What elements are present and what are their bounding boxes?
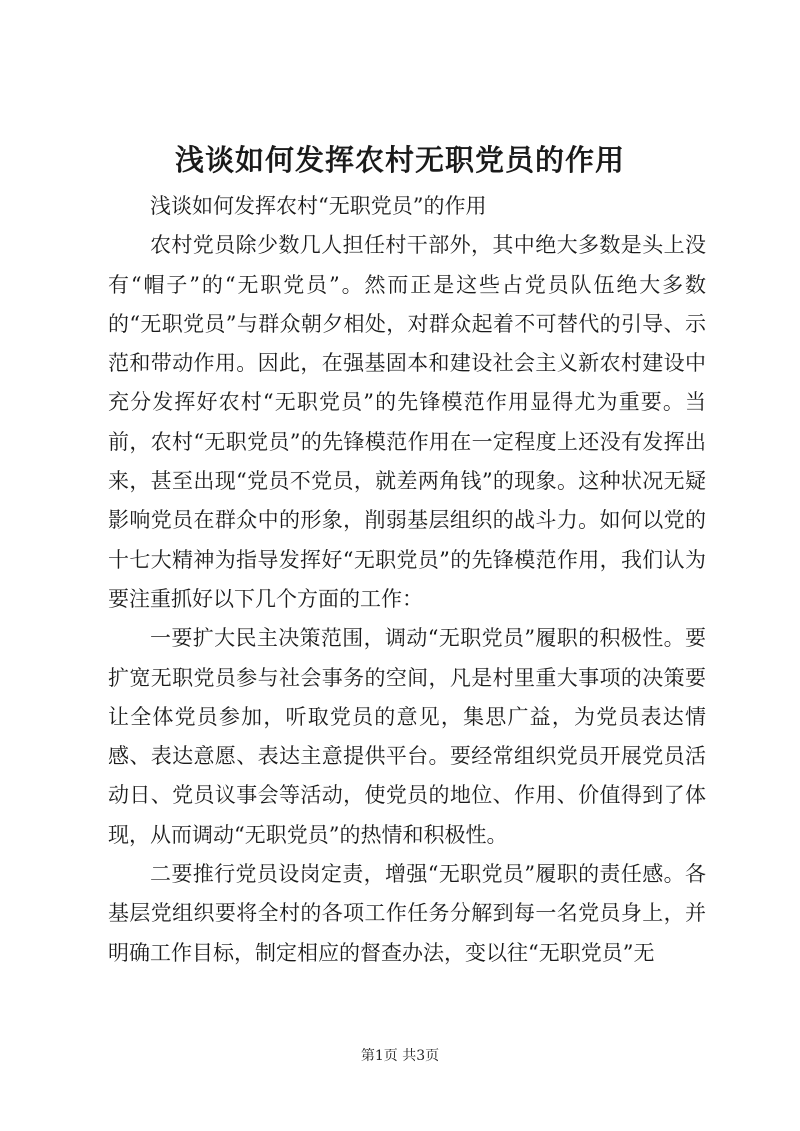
paragraph-subtitle: 浅谈如何发挥农村“无职党员”的作用 <box>150 194 487 218</box>
document-title: 浅谈如何发挥农村无职党员的作用 <box>174 143 625 177</box>
paragraph-intro: 农村党员除少数几人担任村干部外，其中绝大多数是头上没有“帽子”的“无职党员”。然而正是这些占党员队伍绝大多数的“无职党员”与群众朝夕相处，对群众起着不可替代的引导、示范和带动作用。因此，在强基固本和建设社会主义新农村建设中充分发挥好农村“无职党员”的先锋模范作用显得尤为重要。当前，农村“无职党员”的先锋模范作用在一定程度上还没有发挥出来，甚至出现“党员不党员，就差两角钱”的现象。这种状况无疑影响党员在群众中的形象，削弱基层组织的战斗力。如何以党的十七大精神为指导发挥好“无职党员”的先锋模范作用，我们认为要注重抓好以下几个方面的工作： <box>108 233 706 611</box>
page-footer: 第1页 共3页 <box>360 1048 440 1064</box>
paragraph-point-one: 一要扩大民主决策范围，调动“无职党员”履职的积极性。要扩宽无职党员参与社会事务的空间，凡是村里重大事项的决策要让全体党员参加，听取党员的意见，集思广益，为党员表达情感、表达意愿、表达主意提供平台。要经常组织党员开展党员活动日、党员议事会等活动，使党员的地位、作用、价值得到了体现，从而调动“无职党员”的热情和积极性。 <box>108 626 706 847</box>
paragraph-point-two: 二要推行党员设岗定责，增强“无职党员”履职的责任感。各基层党组织要将全村的各项工作任务分解到每一名党员身上，并明确工作目标，制定相应的督查办法，变以往“无职党员”无 <box>108 862 706 965</box>
document-body <box>108 187 706 973</box>
